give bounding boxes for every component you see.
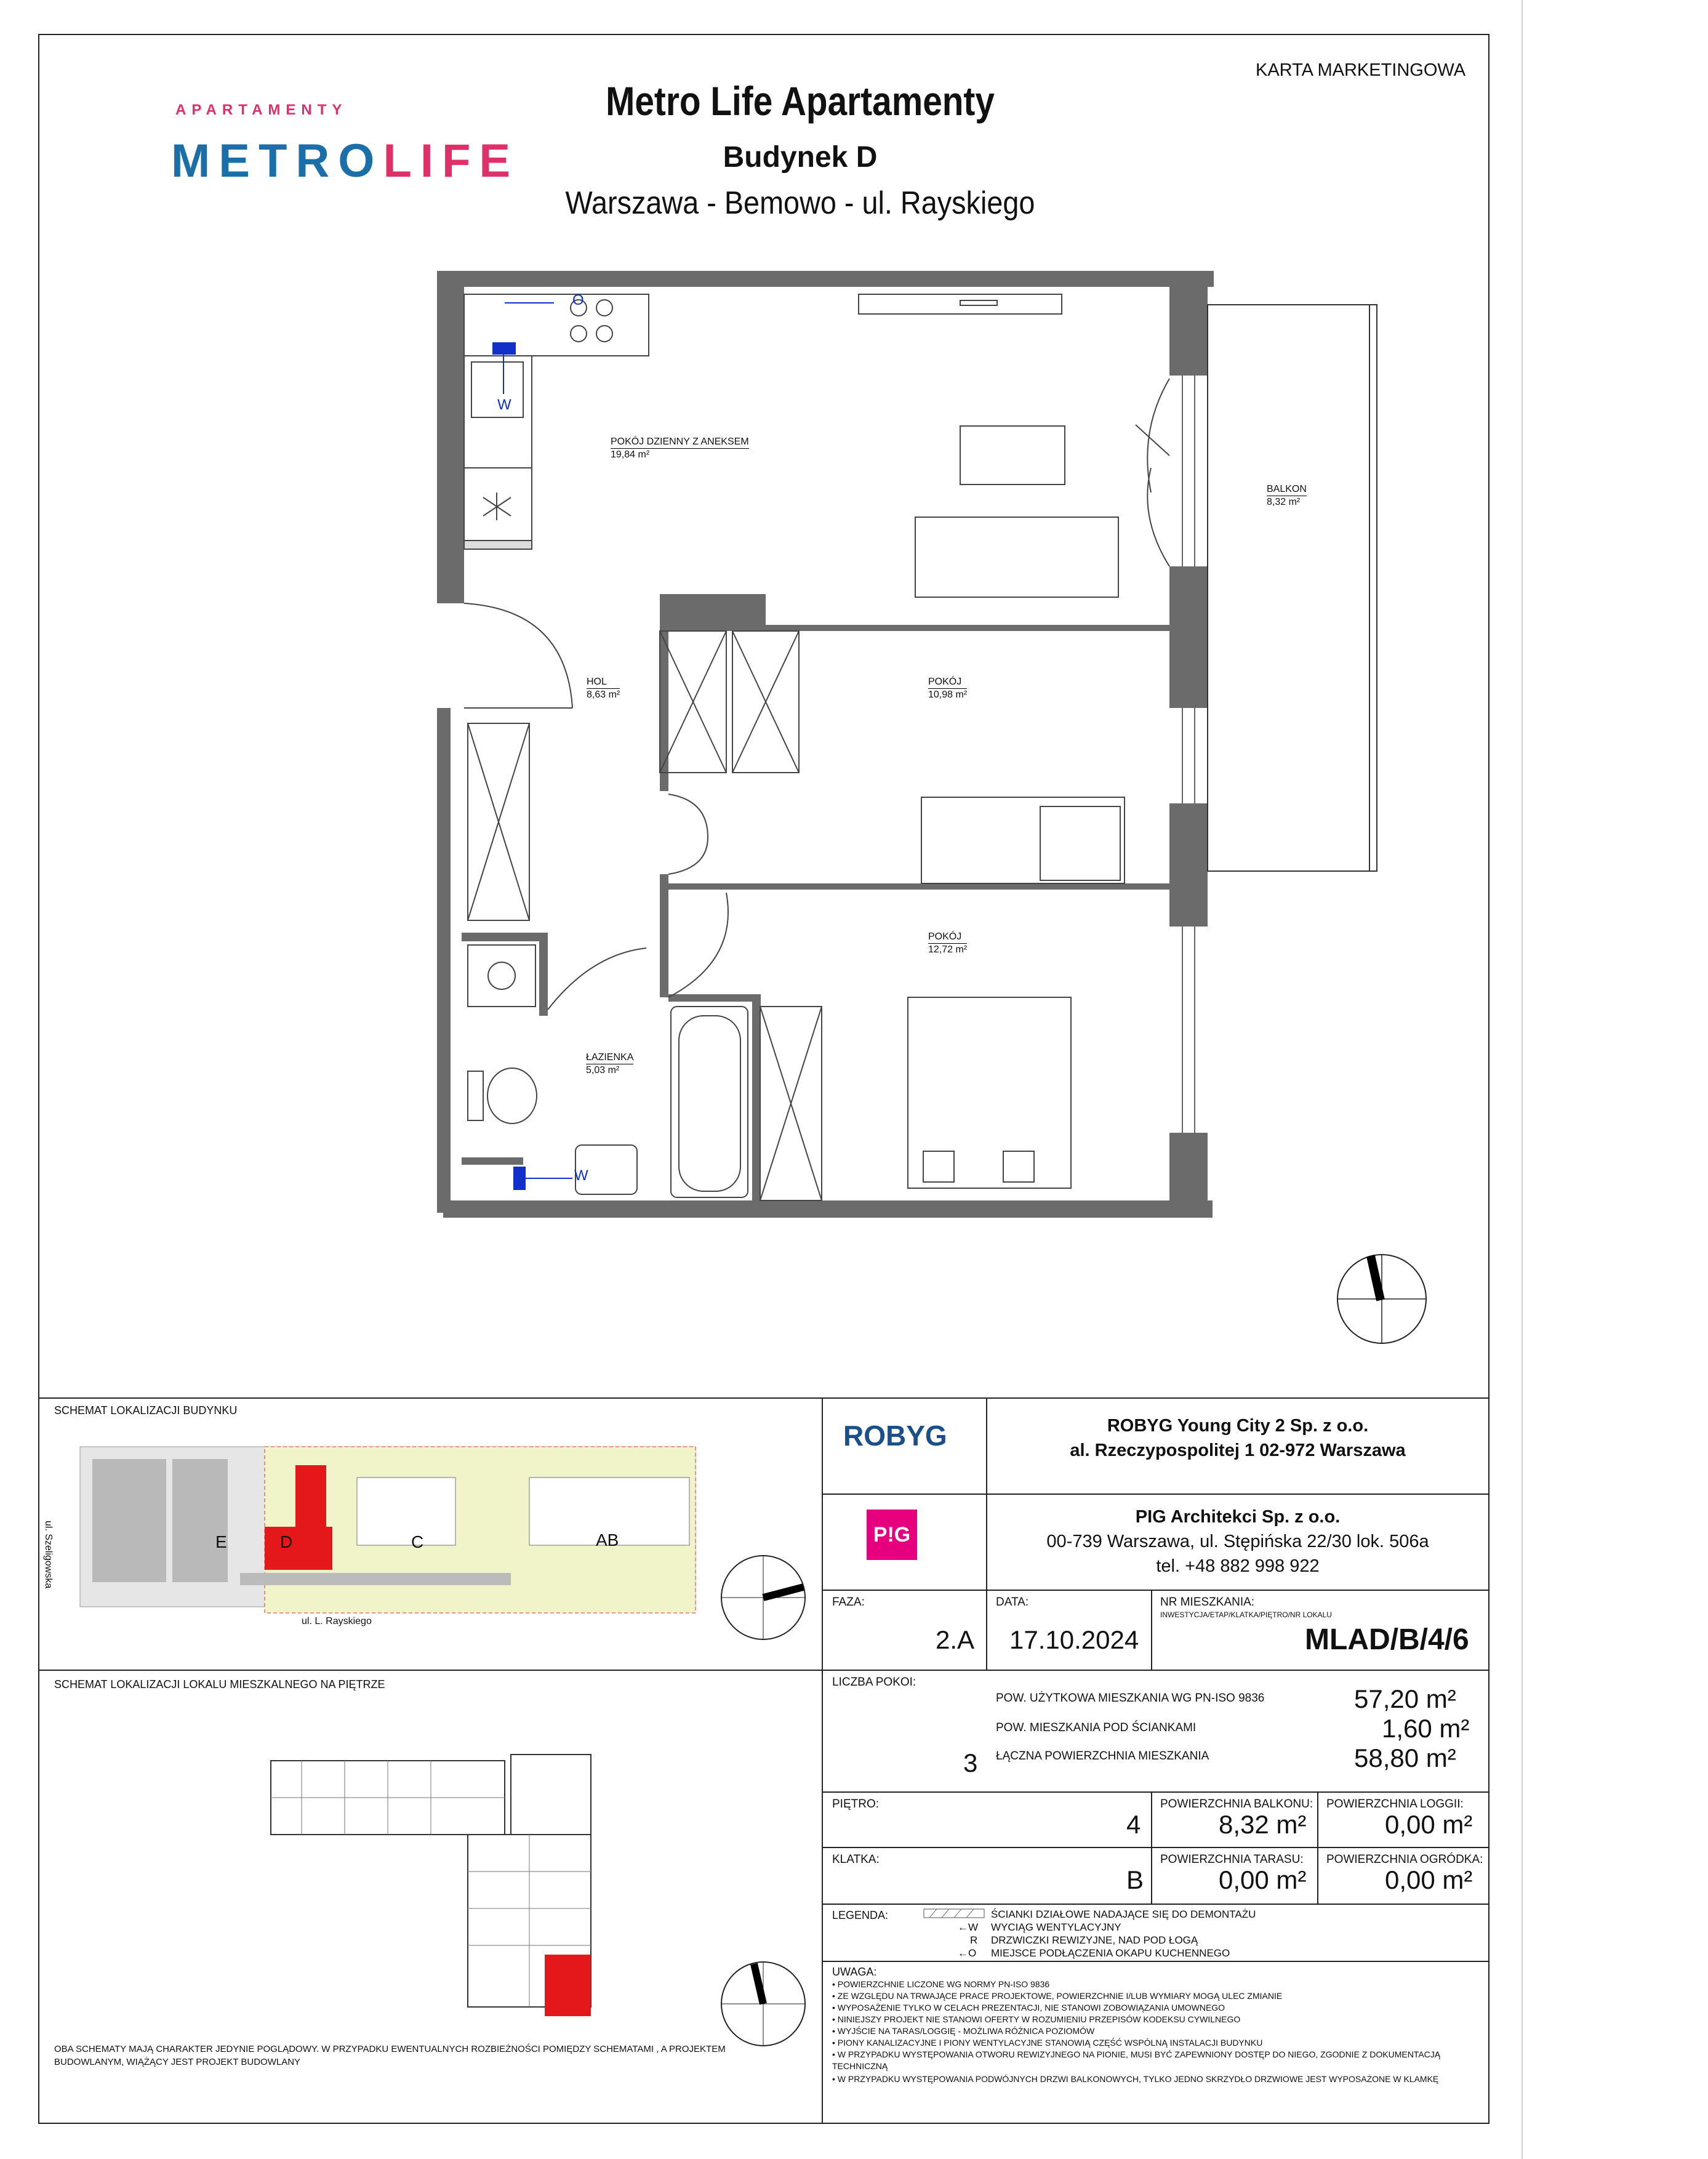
balcony bbox=[1208, 305, 1377, 871]
furniture bbox=[464, 294, 1169, 1200]
room-name: BALKON bbox=[1267, 483, 1307, 496]
balcony-area-value: 8,32 m² bbox=[1219, 1810, 1307, 1839]
legend-key-w: ←W bbox=[958, 1921, 979, 1933]
marketing-card-label: KARTA MARKETINGOWA bbox=[1256, 60, 1466, 80]
room-area: 5,03 m² bbox=[586, 1065, 620, 1075]
walls-area-label: POW. MIESZKANIA POD ŚCIANKAMI bbox=[996, 1721, 1197, 1734]
logo-metro: METRO bbox=[171, 135, 383, 187]
site-building-c: C bbox=[411, 1532, 424, 1551]
rooms-value: 3 bbox=[963, 1748, 978, 1777]
usable-area-label: POW. UŻYTKOWA MIESZKANIA WG PN-ISO 9836 bbox=[996, 1692, 1265, 1705]
stair-label: KLATKA: bbox=[832, 1853, 880, 1866]
floor-value: 4 bbox=[1126, 1810, 1141, 1839]
garden-area-label: POWIERZCHNIA OGRÓDKA: bbox=[1326, 1853, 1483, 1866]
loggia-area-value: 0,00 m² bbox=[1385, 1810, 1473, 1839]
date-label: DATA: bbox=[996, 1596, 1029, 1609]
developer-address: al. Rzeczypospolitej 1 02-972 Warszawa bbox=[1070, 1441, 1406, 1460]
room-name: ŁAZIENKA bbox=[586, 1051, 633, 1064]
address-title: Warszawa - Bemowo - ul. Rayskiego bbox=[565, 185, 1035, 221]
room-area: 10,98 m² bbox=[928, 690, 968, 700]
hood-connection-marker: O bbox=[572, 292, 584, 308]
garden-area-value: 0,00 m² bbox=[1385, 1865, 1473, 1894]
walls-area-value: 1,60 m² bbox=[1382, 1714, 1470, 1743]
site-building-d: D bbox=[280, 1532, 293, 1551]
room-label-room2 bbox=[928, 931, 967, 956]
room-area: 8,32 m² bbox=[1267, 497, 1301, 507]
walls bbox=[437, 271, 1214, 1218]
room-name: HOL bbox=[587, 676, 620, 689]
note-item: • PIONY KANALIZACYJNE I PIONY WENTYLACYJNE STANOWIĄ CZĘŚĆ WSPÓLNĄ INSTALACJI BUDYNKU bbox=[832, 2038, 1263, 2048]
street-szeligowska: ul. Szeligowska bbox=[43, 1521, 54, 1589]
date-value: 17.10.2024 bbox=[1009, 1625, 1139, 1654]
note-item: • W PRZYPADKU WYSTĘPOWANIA PODWÓJNYCH DRZWI BALKONOWYCH, TYLKO JEDNO SKRZYDŁO DRZWIOWE JEST WYPOSAŻONE W KLAMKĘ bbox=[832, 2074, 1439, 2084]
room-label-bath bbox=[586, 1051, 633, 1077]
total-area-label: ŁĄCZNA POWIERZCHNIA MIESZKANIA bbox=[996, 1750, 1209, 1763]
notes-title: UWAGA: bbox=[832, 1966, 877, 1978]
room-label-living bbox=[611, 436, 749, 461]
floor-location-map bbox=[265, 1748, 609, 2019]
note-item: • WYPOSAŻENIE TYLKO W CELACH PREZENTACJI, NIE STANOWI ZOBOWIĄZANIA UMOWNEGO bbox=[832, 2003, 1225, 2012]
floor-label: PIĘTRO: bbox=[832, 1798, 880, 1811]
logo-life: LIFE bbox=[383, 135, 519, 187]
legend-key: W bbox=[968, 1921, 979, 1933]
page-title: Metro Life Apartamenty bbox=[606, 78, 995, 124]
room-label-room1 bbox=[928, 676, 967, 701]
phase-label: FAZA: bbox=[832, 1596, 865, 1609]
unit-sublabel: INWESTYCJA/ETAP/KLATKA/PIĘTRO/NR LOKALU bbox=[1160, 1610, 1332, 1619]
note-item: • W PRZYPADKU WYSTĘPOWANIA OTWORU REWIZYJNEGO NA PIONIE, MUSI BYĆ ZAPEWNIONY DOSTĘP DO NIEGO, ZGODNIE Z DOKUMENTACJĄ TECHNICZNĄ bbox=[832, 2049, 1441, 2071]
room-label-balcony bbox=[1267, 483, 1307, 509]
site-plan-title: SCHEMAT LOKALIZACJI BUDYNKU bbox=[54, 1404, 238, 1417]
note-item: • ZE WZGLĘDU NA TRWAJĄCE PRACE PROJEKTOWE, POWIERZCHNIE I/LUB WYMIARY MOGĄ ULEC ZMIANIE bbox=[832, 1991, 1283, 2001]
legend-item-walls: ŚCIANKI DZIAŁOWE NADAJĄCE SIĘ DO DEMONTAŻU bbox=[991, 1908, 1256, 1920]
loggia-area-label: POWIERZCHNIA LOGGII: bbox=[1326, 1798, 1464, 1811]
unit-value: MLAD/B/4/6 bbox=[1305, 1623, 1469, 1656]
room-name: POKÓJ bbox=[928, 931, 967, 944]
room-label-hall bbox=[587, 676, 620, 701]
street-rayskiego: ul. L. Rayskiego bbox=[302, 1616, 372, 1626]
room-name: POKÓJ DZIENNY Z ANEKSEM bbox=[611, 436, 749, 449]
architect-phone: tel. +48 882 998 922 bbox=[1156, 1556, 1320, 1576]
balcony-area-label: POWIERZCHNIA BALKONU: bbox=[1160, 1798, 1313, 1811]
disclaimer: OBA SCHEMATY MAJĄ CHARAKTER JEDYNIE POGLĄDOWY. W PRZYPADKU EWENTUALNYCH ROZBIEŻNOŚCI POMIĘDZY SCHEMATAMI , A PROJEKTEM BUDOWLANYM, WIĄŻĄCY JEST PROJEKT BUDOWLANY bbox=[54, 2044, 726, 2067]
legend-key-o: ←O bbox=[958, 1947, 977, 1959]
total-area-value: 58,80 m² bbox=[1354, 1743, 1456, 1772]
floor-plan-title: SCHEMAT LOKALIZACJI LOKALU MIESZKALNEGO NA PIĘTRZE bbox=[54, 1678, 385, 1691]
developer-name: ROBYG Young City 2 Sp. z o.o. bbox=[1107, 1416, 1369, 1436]
legend-item-hood: MIEJSCE PODŁĄCZENIA OKAPU KUCHENNEGO bbox=[991, 1947, 1230, 1959]
legend-title: LEGENDA: bbox=[832, 1909, 889, 1921]
logo-subtitle: APARTAMENTY bbox=[175, 102, 348, 118]
site-north-arrow-icon bbox=[717, 1551, 809, 1644]
note-item: • NINIEJSZY PROJEKT NIE STANOWI OFERTY W ROZUMIENIU PRZEPISÓW KODEKSU CYWILNEGO bbox=[832, 2014, 1241, 2024]
vent-marker-kitchen: W bbox=[497, 396, 511, 413]
room-area: 12,72 m² bbox=[928, 944, 968, 955]
robyg-logo: ROBYG bbox=[843, 1420, 947, 1452]
floor-north-arrow-icon bbox=[717, 1958, 809, 2050]
terrace-area-value: 0,00 m² bbox=[1219, 1865, 1307, 1894]
usable-area-value: 57,20 m² bbox=[1354, 1684, 1456, 1713]
phase-value: 2.A bbox=[936, 1625, 975, 1654]
terrace-area-label: POWIERZCHNIA TARASU: bbox=[1160, 1853, 1304, 1866]
demolition-wall-icon bbox=[923, 1908, 985, 1920]
room-name: POKÓJ bbox=[928, 676, 967, 689]
unit-label: NR MIESZKANIA: bbox=[1160, 1596, 1255, 1609]
north-arrow-icon bbox=[1333, 1250, 1431, 1348]
room-area: 8,63 m² bbox=[587, 690, 620, 700]
room-area: 19,84 m² bbox=[611, 449, 650, 460]
building-title: Budynek D bbox=[723, 141, 878, 174]
legend-item-revision: DRZWICZKI REWIZYJNE, NAD POD ŁOGĄ bbox=[991, 1934, 1198, 1946]
legend-item-vent: WYCIĄG WENTYLACYJNY bbox=[991, 1921, 1121, 1933]
site-building-ab: AB bbox=[596, 1530, 619, 1550]
rooms-label: LICZBA POKOI: bbox=[832, 1676, 916, 1689]
note-item: • POWIERZCHNIE LICZONE WG NORMY PN-ISO 9836 bbox=[832, 1979, 1050, 1989]
stair-value: B bbox=[1126, 1865, 1144, 1894]
pig-logo: P!G bbox=[867, 1510, 917, 1560]
architect-name: PIG Architekci Sp. z o.o. bbox=[1135, 1507, 1341, 1527]
vent-marker-bath: W bbox=[574, 1167, 588, 1184]
windows bbox=[1182, 376, 1195, 1133]
legend-key: O bbox=[968, 1947, 977, 1959]
site-building-e: E bbox=[215, 1532, 227, 1551]
note-item: • WYJŚCIE NA TARAS/LOGGIĘ - MOŻLIWA RÓŻNICA POZIOMÓW bbox=[832, 2026, 1095, 2036]
architect-address: 00-739 Warszawa, ul. Stępińska 22/30 lok. 506a bbox=[1046, 1532, 1429, 1551]
legend-key-r: R bbox=[970, 1934, 978, 1946]
